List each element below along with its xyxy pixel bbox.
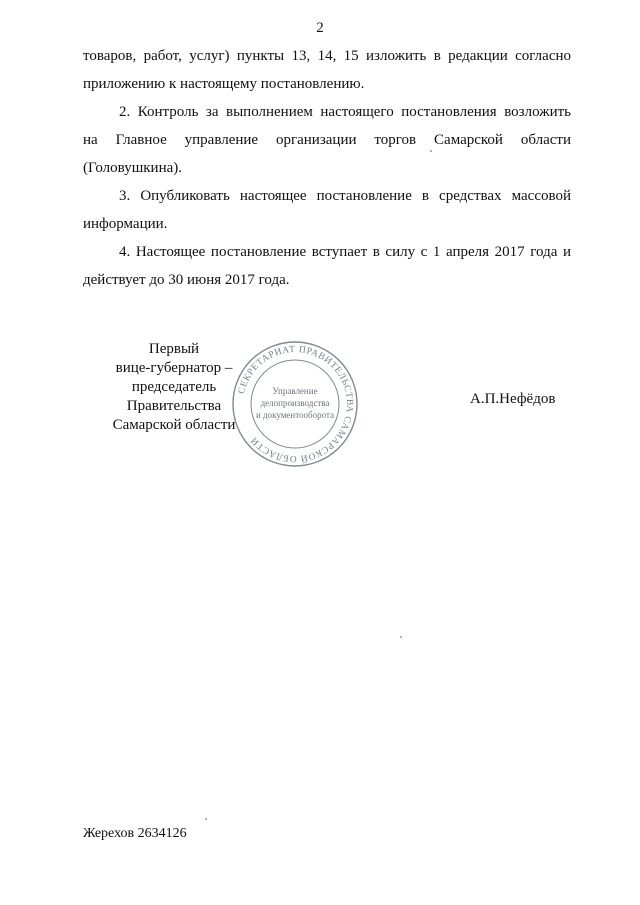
paragraph-line: действует до 30 июня 2017 года.: [83, 272, 290, 288]
paragraph-line: товаров, работ, услуг) пункты 13, 14, 15 изложить в редакции согласно: [83, 48, 571, 64]
stamp-center-line: делопроизводства: [260, 398, 330, 408]
paragraph-2: [83, 98, 571, 182]
official-stamp: [230, 339, 360, 469]
position-line: вице-губернатор –: [115, 360, 233, 376]
position-line: Самарской области: [112, 417, 236, 433]
executor-contact: Жерехов 2634126: [83, 826, 187, 841]
paragraph-line: приложению к настоящему постановлению.: [83, 76, 365, 92]
paragraph-4: [83, 238, 571, 294]
scan-speck: [430, 150, 432, 152]
stamp-ring-text: СЕКРЕТАРИАТ ПРАВИТЕЛЬСТВА САМАРСКОЙ ОБЛАСТИ: [237, 344, 355, 464]
position-line: председатель Правительства: [126, 379, 222, 414]
scan-speck: [400, 636, 402, 638]
paragraph-line: на Главное управление организации торгов Самарской области: [83, 132, 571, 148]
paragraph-line: 4. Настоящее постановление вступает в силу с 1 апреля 2017 года и: [119, 244, 571, 260]
stamp-center-line: Управление: [272, 386, 318, 396]
paragraph-line: информации.: [83, 216, 168, 232]
paragraph-line: (Головушкина).: [83, 160, 183, 176]
paragraph-line: 3. Опубликовать настоящее постановление в средствах массовой: [119, 188, 571, 204]
scan-speck: [205, 818, 207, 820]
paragraph-1: [83, 42, 571, 98]
signatory-name: А.П.Нефёдов: [470, 391, 556, 407]
page-number: 2: [316, 20, 324, 36]
paragraph-3: [83, 182, 571, 238]
position-line: Первый: [148, 341, 200, 357]
stamp-center-line: и документооборота: [255, 410, 335, 420]
paragraph-line: 2. Контроль за выполнением настоящего постановления возложить: [119, 104, 571, 120]
